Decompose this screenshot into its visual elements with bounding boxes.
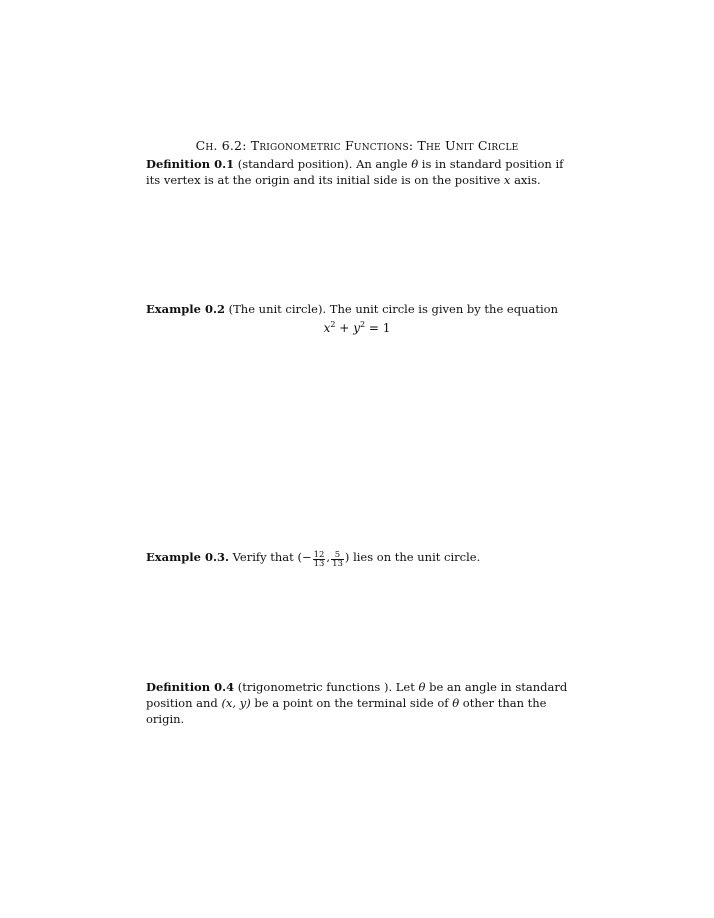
definition-trig-functions [146,679,572,727]
definition-text: axis. [514,173,541,187]
definition-text: An angle [356,157,408,171]
fraction-5-13 [331,551,344,568]
comma: , [326,550,331,564]
example-text: lies on the unit circle. [353,550,481,564]
definition-text: other than the origin. [146,696,547,726]
unit-circle-equation [0,320,714,335]
eq-x: x [323,321,331,335]
fraction-denominator: 13 [313,559,325,569]
eq-rhs: = 1 [368,321,391,335]
fraction-denominator: 13 [332,559,343,569]
example-label: Example 0.2 [146,302,225,316]
theta-symbol: θ [452,696,460,710]
fraction-numerator: 12 [313,550,325,560]
point-xy: (x, y) [221,696,251,710]
page-title: Ch. 6.2: Trigonometric Functions: The Unit Circle [195,138,519,153]
paren-open: ( [297,550,302,564]
definition-standard-position [146,156,572,188]
definition-text: Let [395,680,415,694]
eq-exponent: 2 [330,320,336,329]
definition-name: (trigonometric functions ). [237,680,393,694]
definition-label: Definition 0.1 [146,157,235,171]
theta-symbol: θ [418,680,426,694]
definition-name: (standard position). [237,157,353,171]
example-text: Verify that [232,550,294,564]
example-unit-circle [146,301,572,317]
definition-text: be an angle in standard position and [146,680,568,710]
definition-label: Definition 0.4 [146,680,235,694]
fraction-12-13 [313,551,326,568]
fraction-numerator: 5 [331,551,344,560]
example-text: The unit circle is given by the equation [329,302,558,316]
example-name: (The unit circle). [228,302,327,316]
definition-text: is in standard position if its vertex is at the origin and its initial side is on the positive [146,157,564,187]
theta-symbol: θ [411,157,419,171]
minus-sign: − [301,550,312,564]
eq-plus: + [339,321,350,335]
eq-exponent: 2 [359,320,366,329]
paren-close: ) [344,550,350,564]
eq-y: y [353,321,360,335]
example-label: Example 0.3. [146,550,229,564]
example-verify-point [146,549,572,568]
x-variable: x [503,173,511,187]
definition-text: be a point on the terminal side of [254,696,449,710]
point-expression [297,550,350,569]
